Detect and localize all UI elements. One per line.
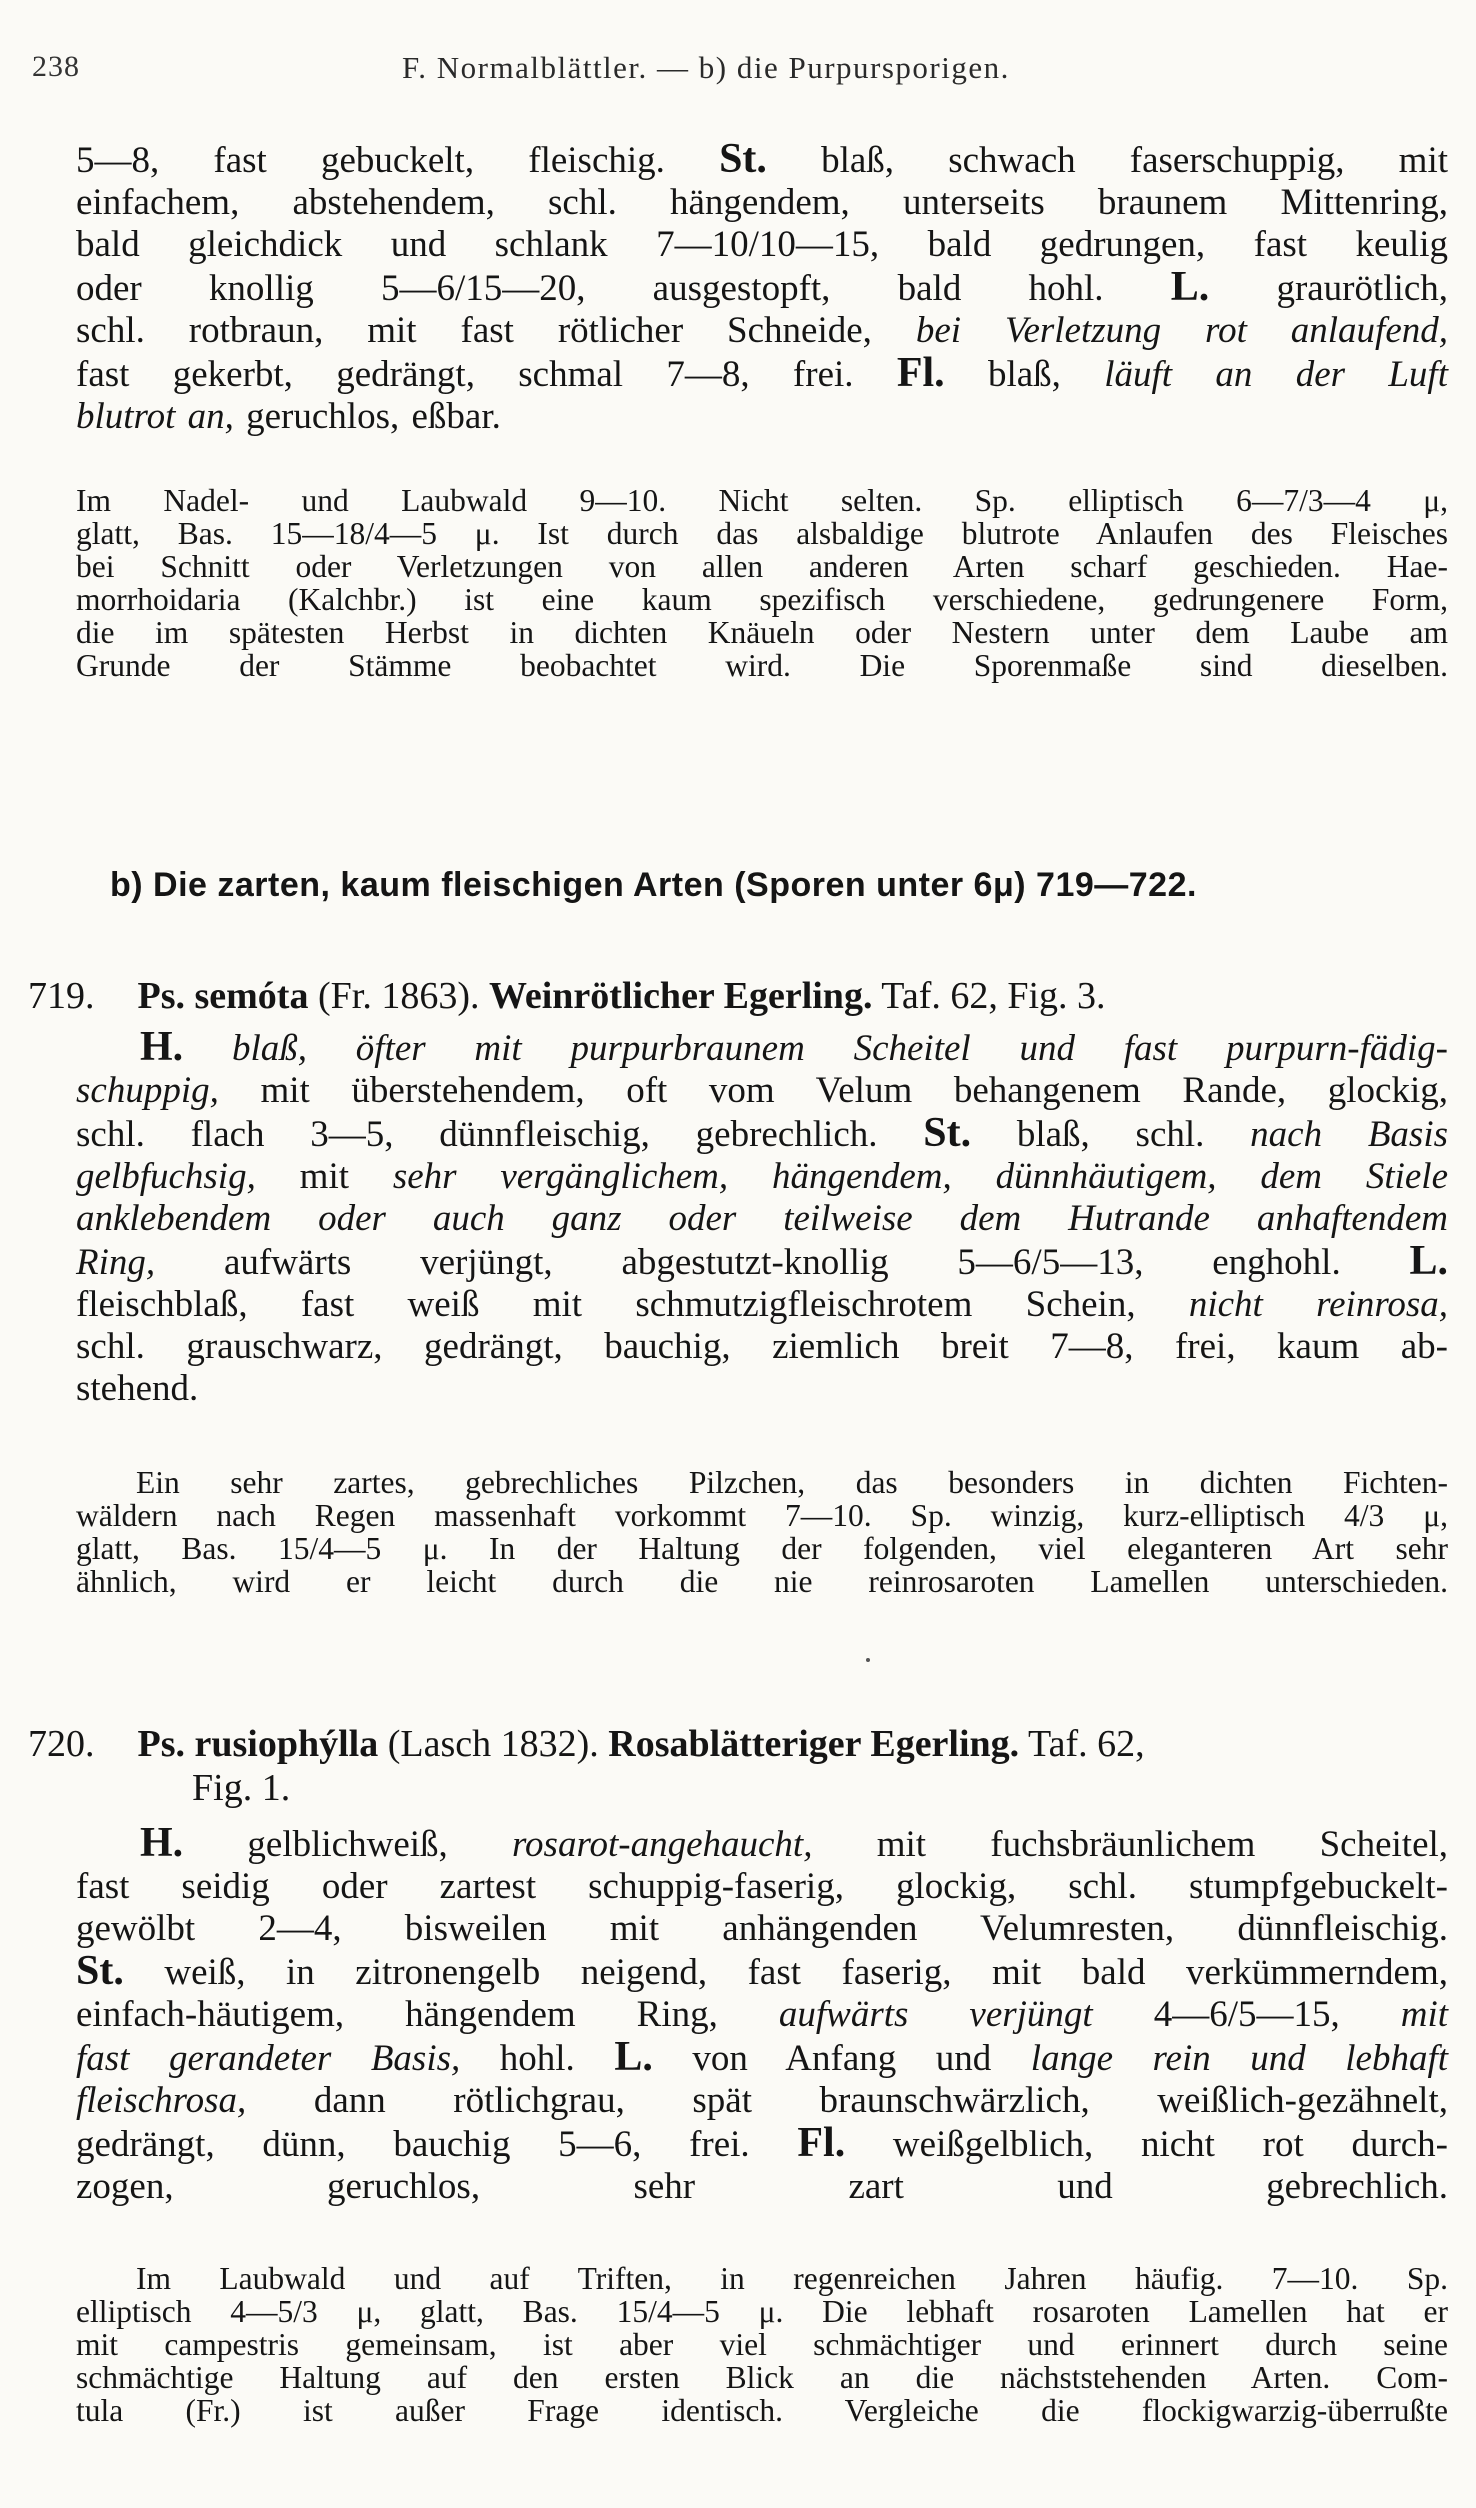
species-name: Ps. semóta <box>137 975 309 1017</box>
text-line: schl. flach 3—5, dünnfleischig, gebrechlich. St. blaß, schl. nach Basis <box>76 1110 1449 1156</box>
note-line: glatt, Bas. 15—18/4—5 μ. Ist durch das alsbaldige blutrote Anlaufen des Fleisches <box>76 516 1448 551</box>
entry-720-notes <box>76 2262 1448 2427</box>
entry-720-heading <box>28 1722 1448 1810</box>
entry-number: 719. <box>28 975 95 1017</box>
running-title: F. Normalblättler. — b) die Purpursporigen. <box>402 50 1010 85</box>
running-head <box>32 50 1452 94</box>
note-line: Im Laubwald und auf Triften, in regenreichen Jahren häufig. 7—10. Sp. <box>136 2261 1448 2296</box>
text-line: schl. grauschwarz, gedrängt, bauchig, ziemlich breit 7—8, frei, kaum ab- <box>76 1326 1448 1367</box>
species-name: Ps. rusiophýlla <box>137 1723 379 1765</box>
entry-number: 720. <box>28 1723 95 1765</box>
text-line: schuppig, mit überstehendem, oft vom Velum behangenem Rande, glockig, <box>76 1070 1448 1111</box>
entry-720-description <box>76 1822 1448 2208</box>
species-author: (Lasch 1832). <box>387 1723 599 1765</box>
text-line: einfach-häutigem, hängendem Ring, aufwärts verjüngt 4—6/5—15, mit <box>76 1994 1449 2035</box>
text-line: gelbfuchsig, mit sehr vergänglichem, hängendem, dünnhäutigem, dem Stiele <box>76 1156 1449 1197</box>
text-line: einfachem, abstehendem, schl. hängendem, unterseits braunem Mittenring, <box>76 182 1448 223</box>
note-line: Ein sehr zartes, gebrechliches Pilzchen, das besonders in dichten Fichten- <box>136 1465 1448 1500</box>
species-author: (Fr. 1863). <box>317 975 480 1017</box>
prev-entry-description <box>76 138 1448 438</box>
page-speck <box>866 1658 870 1662</box>
text-line: fast seidig oder zartest schuppig-faserig, glockig, schl. stumpfgebuckelt- <box>76 1866 1448 1907</box>
plate-reference: Taf. 62, Fig. 3. <box>881 975 1106 1017</box>
entry-719-description <box>76 1026 1448 1410</box>
text-line: blutrot an, geruchlos, eßbar. <box>76 396 501 437</box>
text-line: oder knollig 5—6/15—20, ausgestopft, bald hohl. L. graurötlich, <box>76 264 1449 310</box>
common-name: Weinrötlicher Egerling. <box>488 975 873 1017</box>
text-line: gedrängt, dünn, bauchig 5—6, frei. Fl. weißgelblich, nicht rot durch- <box>76 2120 1449 2166</box>
text-line: zogen, geruchlos, sehr zart und gebrechlich. <box>76 2166 1448 2207</box>
section-heading: b) Die zarten, kaum fleischigen Arten (Sporen unter 6μ) 719—722. <box>110 866 1197 904</box>
note-line: die im spätesten Herbst in dichten Knäueln oder Nestern unter dem Laube am <box>76 615 1448 650</box>
text-line: fast gerandeter Basis, hohl. L. von Anfang und lange rein und lebhaft <box>76 2034 1449 2080</box>
plate-figure: Fig. 1. <box>192 1767 291 1809</box>
common-name: Rosablätteriger Egerling. <box>608 1723 1020 1765</box>
text-line: stehend. <box>76 1368 199 1409</box>
text-line: schl. rotbraun, mit fast rötlicher Schneide, bei Verletzung rot anlaufend, <box>76 310 1448 351</box>
note-line: wäldern nach Regen massenhaft vorkommt 7—10. Sp. winzig, kurz-elliptisch 4/3 μ, <box>76 1498 1448 1533</box>
page-number: 238 <box>32 50 80 83</box>
text-line: fleischrosa, dann rötlichgrau, spät braunschwärzlich, weißlich-gezähnelt, <box>76 2080 1448 2121</box>
prev-entry-notes <box>76 484 1448 682</box>
note-line: bei Schnitt oder Verletzungen von allen anderen Arten scharf geschieden. Hae- <box>76 549 1448 584</box>
note-line: ähnlich, wird er leicht durch die nie reinrosaroten Lamellen unterschieden. <box>76 1564 1448 1599</box>
text-line: H. blaß, öfter mit purpurbraunem Scheitel und fast purpurn-fädig- <box>140 1024 1448 1070</box>
note-line: Grunde der Stämme beobachtet wird. Die Sporenmaße sind dieselben. <box>76 648 1448 683</box>
entry-719-heading <box>28 974 1448 1018</box>
note-line: Im Nadel- und Laubwald 9—10. Nicht selten. Sp. elliptisch 6—7/3—4 μ, <box>76 483 1448 518</box>
text-line: fast gekerbt, gedrängt, schmal 7—8, frei. Fl. blaß, läuft an der Luft <box>76 350 1448 396</box>
note-line: elliptisch 4—5/3 μ, glatt, Bas. 15/4—5 μ. Die lebhaft rosaroten Lamellen hat er <box>76 2294 1448 2329</box>
entry-719-notes <box>76 1466 1448 1598</box>
text-line: bald gleichdick und schlank 7—10/10—15, bald gedrungen, fast keulig <box>76 224 1448 265</box>
note-line: mit campestris gemeinsam, ist aber viel schmächtiger und erinnert durch seine <box>76 2327 1448 2362</box>
note-line: glatt, Bas. 15/4—5 μ. In der Haltung der folgenden, viel eleganteren Art sehr <box>76 1531 1448 1566</box>
text-line: 5—8, fast gebuckelt, fleischig. St. blaß, schwach faserschuppig, mit <box>76 136 1449 182</box>
text-line: fleischblaß, fast weiß mit schmutzigfleischrotem Schein, nicht reinrosa, <box>76 1284 1449 1325</box>
note-line: schmächtige Haltung auf den ersten Blick an die nächststehenden Arten. Com- <box>76 2360 1448 2395</box>
text-line: anklebendem oder auch ganz oder teilweise dem Hutrande anhaftendem <box>76 1198 1448 1239</box>
text-line: H. gelblichweiß, rosarot-angehaucht, mit fuchsbräunlichem Scheitel, <box>140 1820 1449 1866</box>
plate-reference: Taf. 62, <box>1028 1723 1145 1765</box>
note-line: morrhoidaria (Kalchbr.) ist eine kaum spezifisch verschiedene, gedrungenere Form, <box>76 582 1448 617</box>
note-line: tula (Fr.) ist außer Frage identisch. Vergleiche die flockigwarzig-überrußte <box>76 2393 1448 2428</box>
text-line: gewölbt 2—4, bisweilen mit anhängenden Velumresten, dünnfleischig. <box>76 1908 1448 1949</box>
text-line: St. weiß, in zitronengelb neigend, fast faserig, mit bald verkümmerndem, <box>76 1948 1448 1994</box>
text-line: Ring, aufwärts verjüngt, abgestutzt-knollig 5—6/5—13, enghohl. L. <box>76 1238 1449 1284</box>
